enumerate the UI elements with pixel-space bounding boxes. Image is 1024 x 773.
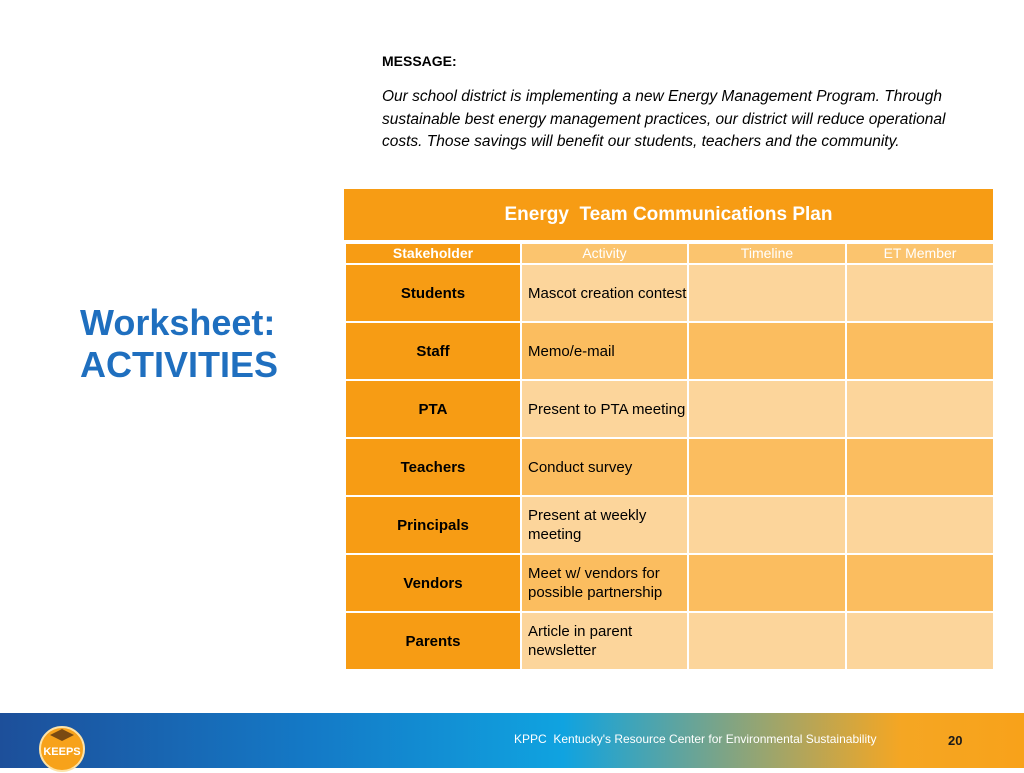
keeps-logo-icon [36,721,88,773]
header-et-member: ET Member [846,243,994,264]
table-row [345,264,994,322]
timeline-cell [688,554,846,612]
et-member-cell [846,380,994,438]
timeline-cell [688,322,846,380]
table-row [345,438,994,496]
slide-title-line1: Worksheet: [80,302,276,343]
slide-title [80,302,278,386]
table-row [345,612,994,670]
message-text: Our school district is implementing a new Energy Management Program. Through sustainable best energy management practices, our district will reduce operational costs. Those savings will benefit our students, teachers and the community. [382,88,946,150]
header-activity: Activity [521,243,688,264]
page-number: 20 [948,733,963,748]
plan-title: Energy Team Communications Plan [344,189,993,240]
stakeholder-cell: Staff [345,322,521,380]
timeline-cell [688,438,846,496]
activity-cell: Mascot creation contest [521,264,688,322]
et-member-cell [846,438,994,496]
header-timeline: Timeline [688,243,846,264]
activity-cell: Meet w/ vendors for possible partnership [521,554,688,612]
timeline-cell [688,380,846,438]
timeline-cell [688,264,846,322]
stakeholder-cell: Principals [345,496,521,554]
stakeholder-cell: Students [345,264,521,322]
et-member-cell [846,496,994,554]
plan-grid [344,242,995,671]
table-row [345,554,994,612]
activity-cell: Present at weekly meeting [521,496,688,554]
table-row [345,496,994,554]
table-row [345,322,994,380]
stakeholder-cell: Parents [345,612,521,670]
activity-cell: Article in parent newsletter [521,612,688,670]
et-member-cell [846,612,994,670]
footer-bar [0,713,1024,768]
header-stakeholder: Stakeholder [345,243,521,264]
activity-cell: Conduct survey [521,438,688,496]
activity-cell: Present to PTA meeting [521,380,688,438]
timeline-cell [688,496,846,554]
et-member-cell [846,322,994,380]
table-row [345,380,994,438]
slide-title-line2: ACTIVITIES [80,344,279,385]
et-member-cell [846,264,994,322]
et-member-cell [846,554,994,612]
header-row [345,243,994,264]
message-label: MESSAGE: [382,53,457,69]
footer-text: KPPC Kentucky's Resource Center for Environmental Sustainability [514,732,877,746]
stakeholder-cell: Vendors [345,554,521,612]
stakeholder-cell: PTA [345,380,521,438]
logo-text: KEEPS [43,746,81,758]
stakeholder-cell: Teachers [345,438,521,496]
timeline-cell [688,612,846,670]
activity-cell: Memo/e-mail [521,322,688,380]
communications-plan-table [344,189,993,682]
